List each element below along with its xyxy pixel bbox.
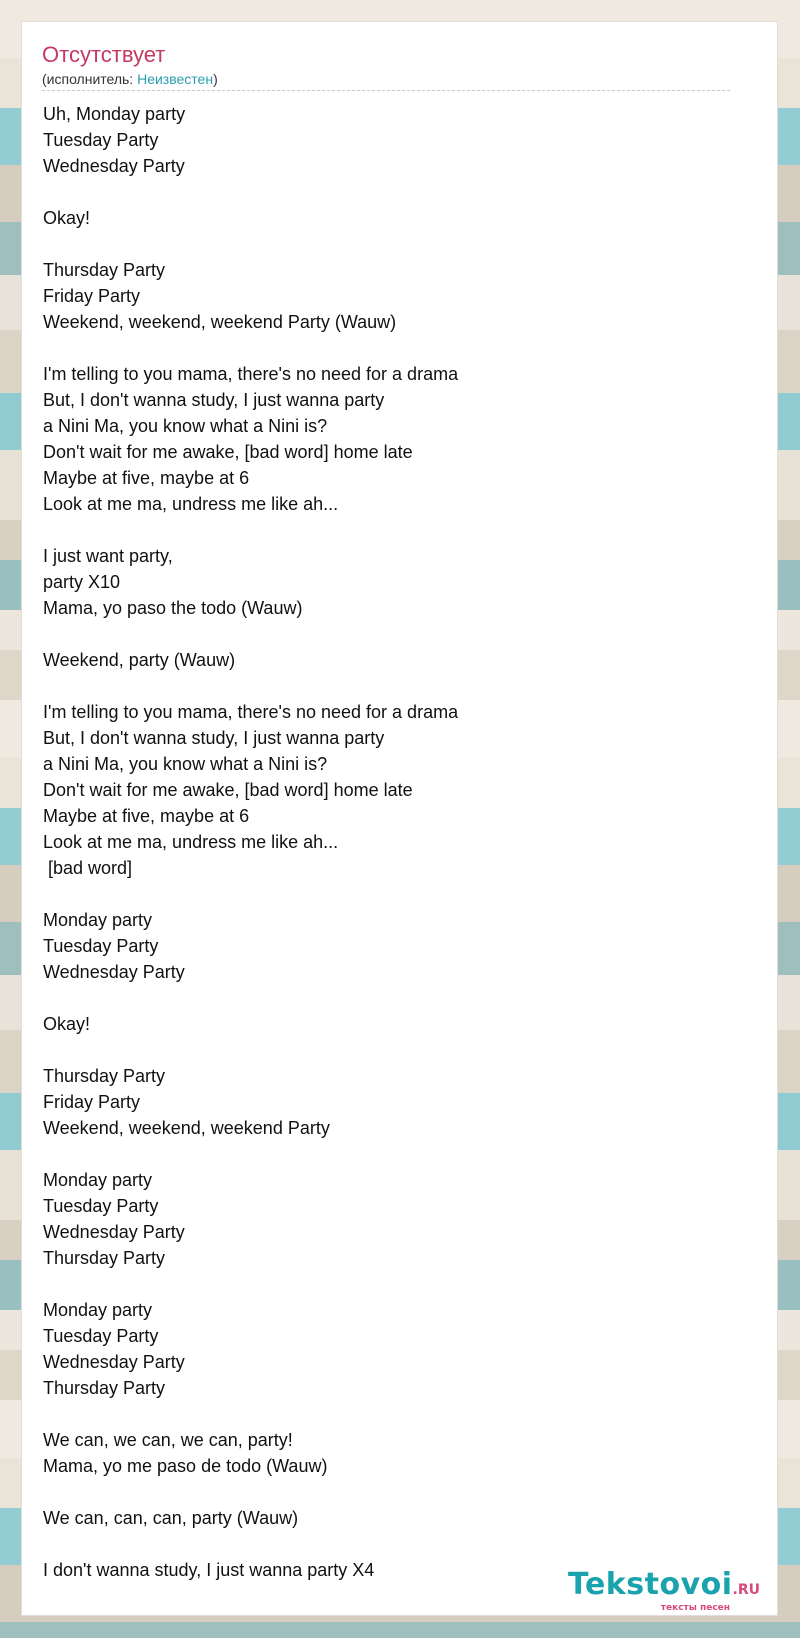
song-title: Отсутствует xyxy=(42,42,166,67)
performer-label: (исполнитель: xyxy=(42,71,138,87)
title-divider xyxy=(42,90,730,91)
logo-tagline: тексты песен xyxy=(660,1603,730,1613)
logo-tld: .RU xyxy=(732,1582,760,1598)
lyrics-text: Uh, Monday party Tuesday Party Wednesday Party Okay! Thursday Party Friday Party Weekend, weekend, weekend Party (Wauw) I'm telling to you mama, there's no need for a drama But, I don't wanna study, I just wanna party a Nini Ma, you know what a Nini is? Don't wait for me awake, [bad word] home late Maybe at five, maybe at 6 Look at me ma, undress me like ah... I just want party, party X10 Mama, yo paso the todo (Wauw) Weekend, party (Wauw) I'm telling to you mama, there's no need for a drama But, I don't wanna study, I just wanna party a Nini Ma, you know what a Nini is? Don't wait for me awake, [bad word] home late Maybe at five, maybe at 6 Look at me ma, undress me like ah... [bad word] Monday party Tuesday Party Wednesday Party Okay! Thursday Party Friday Party Weekend, weekend, weekend Party Monday party Tuesday Party Wednesday Party Thursday Party Monday party Tuesday Party Wednesday Party Thursday Party We can, we can, we can, party! Mama, yo me paso de todo (Wauw) We can, can, can, party (Wauw) I don't wanna study, I just wanna party X4 xyxy=(43,104,459,1580)
artist-link[interactable]: Неизвестен xyxy=(137,71,214,87)
lyrics-card xyxy=(21,21,778,1616)
logo-word: Tekstovoi xyxy=(567,1567,733,1602)
performer-line xyxy=(42,70,218,88)
site-logo[interactable] xyxy=(567,1567,760,1613)
performer-close: ) xyxy=(213,71,218,87)
